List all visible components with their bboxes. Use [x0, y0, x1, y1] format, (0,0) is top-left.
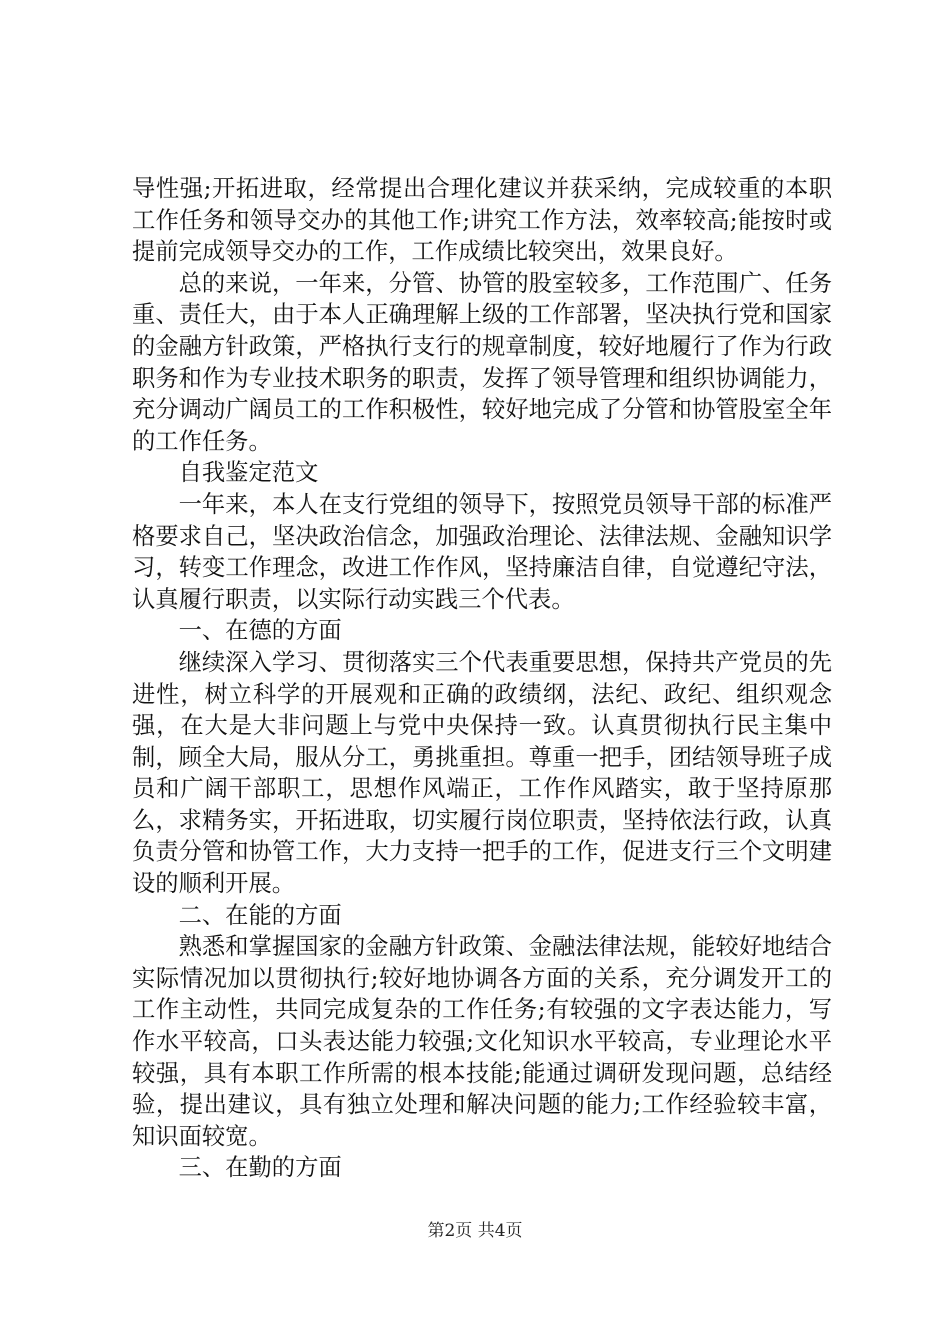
heading-ability: 二、在能的方面	[178, 901, 342, 929]
paragraph-3: 一年来，本人在支行党组的领导下，按照党员领导干部的标准严格要求自己，坚决政治信念，加强政治理论、法律法规、金融知识学习，转变工作理念，改进工作作风，坚持廉洁自律，自觉遵纪守法，认真履行职责，以实际行动实践三个代表。	[132, 490, 832, 613]
paragraph-4: 继续深入学习、贯彻落实三个代表重要思想，保持共产党员的先进性，树立科学的开展观和正确的政绩纲，法纪、政纪、组织观念强，在大是大非问题上与党中央保持一致。认真贯彻执行民主集中制，顾全大局，服从分工，勇挑重担。尊重一把手，团结领导班子成员和广阔干部职工，思想作风端正，工作作风踏实，敢于坚持原那么，求精务实，开拓进取，切实履行岗位职责，坚持依法行政，认真负责分管和协管工作，大力支持一把手的工作，促进支行三个文明建设的顺利开展。	[132, 648, 832, 898]
heading-morality: 一、在德的方面	[178, 617, 342, 645]
section-title: 自我鉴定范文	[178, 459, 319, 487]
paragraph-5: 熟悉和掌握国家的金融方针政策、金融法律法规，能较好地结合实际情况加以贯彻执行;较好地协调各方面的关系，充分调发开工的工作主动性，共同完成复杂的工作任务;有较强的文字表达能力，写作水平较高，口头表达能力较强;文化知识水平较高，专业理论水平较强，具有本职工作所需的根本技能;能通过调研发现问题，总结经验，提出建议，具有独立处理和解决问题的能力;工作经验较丰富，知识面较宽。	[132, 933, 832, 1150]
page-footer: 第2页 共4页	[427, 1221, 523, 1241]
paragraph-1: 导性强;开拓进取，经常提出合理化建议并获采纳，完成较重的本职工作任务和领导交办的其他工作;讲究工作方法，效率较高;能按时或提前完成领导交办的工作，工作成绩比较突出，效果良好。	[132, 175, 832, 266]
document-body	[132, 173, 832, 1184]
paragraph-2: 总的来说，一年来，分管、协管的股室较多，工作范围广、任务重、责任大，由于本人正确理解上级的工作部署，坚决执行党和国家的金融方针政策，严格执行支行的规章制度，较好地履行了作为行政职务和作为专业技术职务的职责，发挥了领导管理和组织协调能力，充分调动广阔员工的工作积极性，较好地完成了分管和协管股室全年的工作任务。	[132, 269, 832, 455]
heading-diligence: 三、在勤的方面	[178, 1154, 342, 1182]
